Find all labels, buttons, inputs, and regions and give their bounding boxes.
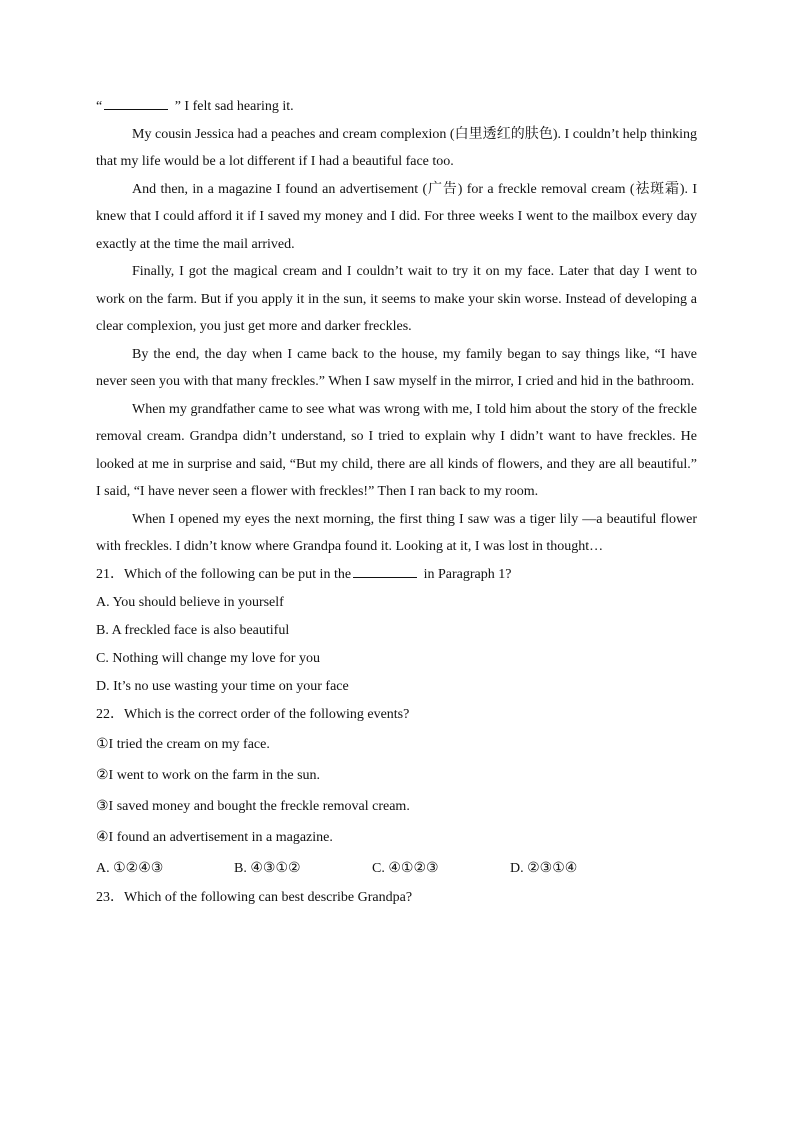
open-quote: “	[96, 99, 103, 114]
paragraph-3: Finally, I got the magical cream and I couldn’t wait to try it on my face. Later that day I went to work on the farm. But if you apply it in the sun, it seems to make your skin worse. Instead of developing a clear complexion, you just get more and darker freckles.	[96, 264, 697, 334]
answer-blank	[104, 94, 168, 110]
paragraph-5: When my grandfather came to see what was wrong with me, I told him about the story of the freckle removal cream. Grandpa didn’t understand, so I tried to explain why I didn’t want to have freckles. He looked at me in surprise and said, “But my child, there are all kinds of flowers, and they are all beautiful.” I said, “I have never seen a flower with freckles!” Then I ran back to my room.	[96, 401, 697, 499]
q21-option-b: B. A freckled face is also beautiful	[96, 622, 290, 638]
q22-option-c: C. ④①②③	[372, 860, 439, 876]
paragraph-2: And then, in a magazine I found an advertisement (广告) for a freckle removal cream (祛斑霜). I knew that I could afford it if I saved my money and I did. For three weeks I went to the mailbox every day exactly at the time the mail arrived.	[96, 181, 697, 252]
paragraph-6: When I opened my eyes the next morning, the first thing I saw was a tiger lily —a beautiful flower with freckles. I didn’t know where Grandpa found it. Looking at it, I was lost in thought…	[96, 511, 697, 554]
paragraph-4: By the end, the day when I came back to the house, my family began to say things like, “I have never seen you with that many freckles.” When I saw myself in the mirror, I cried and hid in the bathroom.	[96, 346, 697, 389]
q22-event-3: ③I saved money and bought the freckle removal cream.	[96, 798, 410, 814]
q21-option-c: C. Nothing will change my love for you	[96, 650, 320, 666]
q21-option-d: D. It’s no use wasting your time on your face	[96, 678, 349, 694]
q21-suffix: in Paragraph 1?	[420, 566, 512, 582]
q21-option-a: A. You should believe in yourself	[96, 594, 284, 610]
q22-event-4: ④I found an advertisement in a magazine.	[96, 829, 333, 845]
q22-event-2: ②I went to work on the farm in the sun.	[96, 767, 321, 783]
q22-option-a: A. ①②④③	[96, 860, 164, 876]
question-22: 22．Which is the correct order of the following events?	[96, 706, 410, 722]
question-21	[96, 561, 697, 589]
q22-event-1: ①I tried the cream on my face.	[96, 736, 270, 752]
q21-blank	[353, 562, 417, 578]
paragraph-1: My cousin Jessica had a peaches and cream complexion (白里透红的肤色). I couldn’t help thinking that my life would be a lot different if I had a beautiful face too.	[96, 126, 697, 169]
document-page	[96, 93, 697, 912]
q22-option-b: B. ④③①②	[234, 860, 301, 876]
passage-line-0	[96, 93, 697, 121]
question-23: 23．Which of the following can best describe Grandpa?	[96, 889, 413, 905]
line0-text: ” I felt sad hearing it.	[171, 99, 294, 114]
q22-options	[96, 853, 697, 884]
q22-option-d: D. ②③①④	[510, 860, 578, 876]
q21-prefix: 21．Which of the following can be put in the	[96, 566, 352, 582]
